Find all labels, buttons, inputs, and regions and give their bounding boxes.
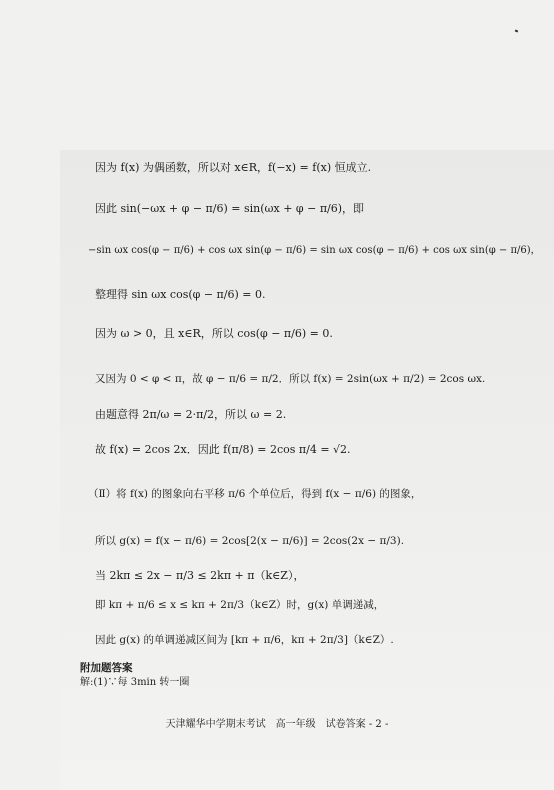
solution-line-9: （Ⅱ）将 f(x) 的图象向右平移 π/6 个单位后，得到 f(x − π/6) 的图象，	[88, 488, 422, 500]
solution-line-11: 当 2kπ ≤ 2x − π/3 ≤ 2kπ + π（k∈Z），	[95, 569, 305, 582]
solution-line-1: 因为 f(x) 为偶函数，所以对 x∈R，f(−x) = f(x) 恒成立.	[95, 161, 372, 174]
solution-line-6: 又因为 0 < φ < π，故 φ − π/6 = π/2．所以 f(x) = 2sin(ωx + π/2) = 2cos ωx.	[95, 373, 486, 385]
solution-line-12: 即 kπ + π/6 ≤ x ≤ kπ + 2π/3（k∈Z）时，g(x) 单调递减，	[95, 599, 385, 611]
appendix-solution-start: 解:(1)∵每 3min 转一圈	[80, 677, 190, 688]
solution-line-13: 因此 g(x) 的单调递减区间为 [kπ + π/6，kπ + 2π/3]（k∈Z）.	[95, 634, 394, 646]
solution-line-4: 整理得 sin ωx cos(φ − π/6) = 0.	[95, 288, 266, 301]
page-footer: 天津耀华中学期末考试 高一年级 试卷答案 - 2 -	[165, 719, 389, 730]
solution-line-7: 由题意得 2π/ω = 2·π/2，所以 ω = 2.	[95, 408, 287, 421]
solution-line-8: 故 f(x) = 2cos 2x．因此 f(π/8) = 2cos π/4 = √2.	[95, 443, 351, 456]
solution-line-3: −sin ωx cos(φ − π/6) + cos ωx sin(φ − π/6) = sin ωx cos(φ − π/6) + cos ωx sin(φ − π/6)，	[88, 245, 541, 256]
appendix-title: 附加题答案	[80, 662, 133, 674]
scan-speck	[515, 30, 519, 33]
solution-line-10: 所以 g(x) = f(x − π/6) = 2cos[2(x − π/6)] = 2cos(2x − π/3).	[95, 535, 405, 547]
solution-line-5: 因为 ω > 0，且 x∈R，所以 cos(φ − π/6) = 0.	[95, 327, 333, 340]
solution-line-2: 因此 sin(−ωx + φ − π/6) = sin(ωx + φ − π/6)，即	[95, 202, 365, 215]
